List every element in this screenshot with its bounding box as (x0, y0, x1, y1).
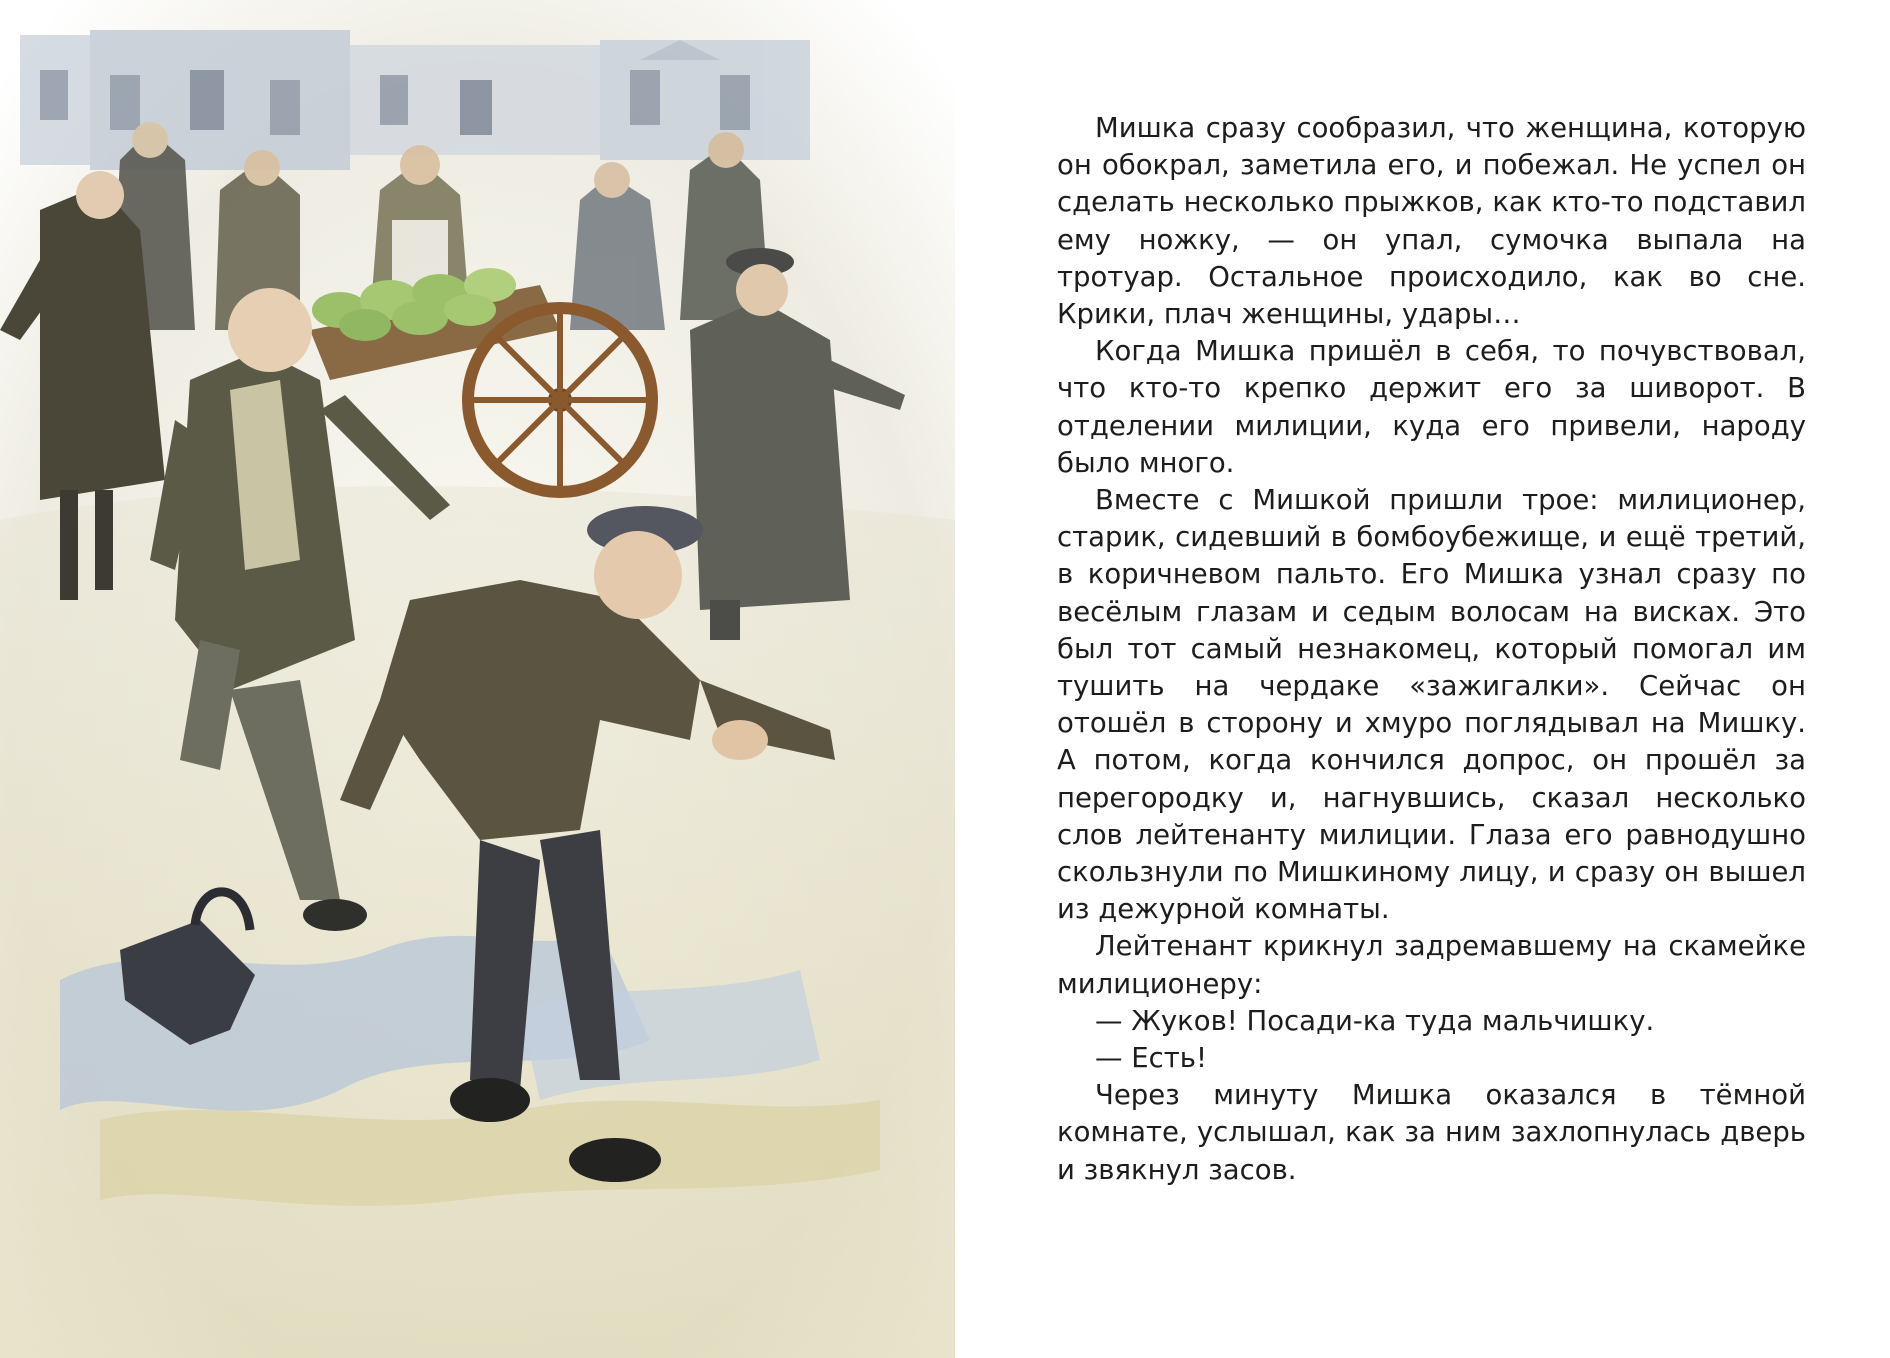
paragraph-5: Через минуту Мишка оказался в тёмной комнате, услышал, как за ним захлопнулась дверь и звякнул засов. (1057, 1079, 1806, 1186)
paragraph-2: Когда Мишка пришёл в себя, то почувствовал, что кто-то крепко держит его за шиворот. В отделении милиции, куда его привели, народу было много. (1057, 335, 1806, 479)
paragraph-1: Мишка сразу сообразил, что женщина, которую он обокрал, заметила его, и побежал. Не успел он сделать несколько прыжков, как кто-то подставил ему ножку, — он упал, сумочка выпала на тротуар. Остальное происходило, как во сне. Крики, плач женщины, удары… (1057, 112, 1806, 331)
paragraph-3: Вместе с Мишкой пришли трое: милиционер, старик, сидевший в бомбоубежище, и ещё третий, в коричневом пальто. Его Мишка узнал сразу по весёлым глазам и седым волосам на висках. Это был тот самый незнакомец, который помогал им тушить на чердаке «зажигалки». Сейчас он отошёл в сторону и хмуро поглядывал на Мишку. А потом, когда кончился допрос, он прошёл за перегородку и, нагнувшись, сказал несколько слов лейтенанту милиции. Глаза его равнодушно скользнули по Мишкиному лицу, и сразу он вышел из дежурной комнаты. (1057, 484, 1806, 926)
text-page (1057, 110, 1806, 1250)
dialogue-line-1: — Жуков! Посади-ка туда мальчишку. (1095, 1004, 1655, 1037)
dialogue-line-2: — Есть! (1095, 1042, 1207, 1075)
paragraph-4: Лейтенант крикнул задремавшему на скамейке милиционеру: (1057, 930, 1806, 1000)
